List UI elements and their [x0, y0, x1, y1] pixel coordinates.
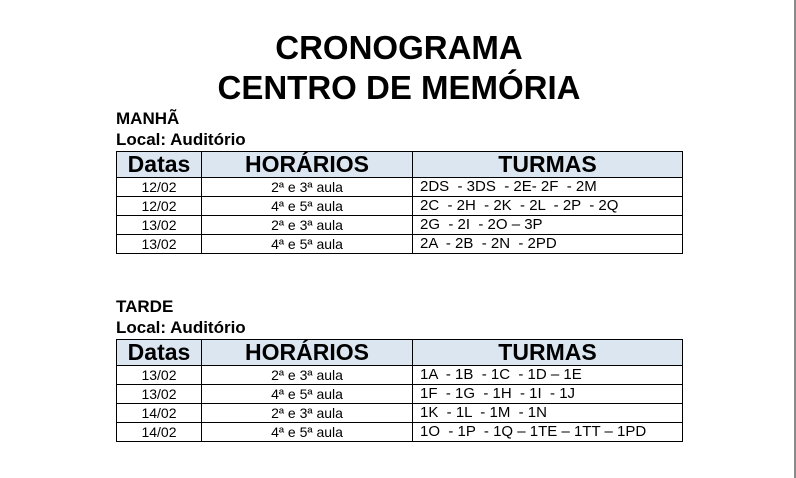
table-row — [117, 178, 683, 197]
table-row — [117, 197, 683, 216]
cell-data: 14/02 — [117, 404, 202, 423]
cell-data: 13/02 — [117, 235, 202, 254]
table-row — [117, 216, 683, 235]
cell-data: 13/02 — [117, 366, 202, 385]
cell-turmas: 2A - 2B - 2N - 2PD — [413, 235, 683, 254]
header-horarios: HORÁRIOS — [202, 152, 413, 178]
cell-horario: 2ª e 3ª aula — [202, 178, 413, 197]
cell-turmas: 1A - 1B - 1C - 1D – 1E — [413, 366, 683, 385]
header-datas: Datas — [117, 340, 202, 366]
cell-data: 12/02 — [117, 197, 202, 216]
manha-label: MANHÃ — [116, 109, 180, 128]
cell-turmas: 2G - 2I - 2O – 3P — [413, 216, 683, 235]
cell-data: 12/02 — [117, 178, 202, 197]
table-header-row — [117, 340, 683, 366]
cell-horario: 4ª e 5ª aula — [202, 385, 413, 404]
cell-horario: 2ª e 3ª aula — [202, 216, 413, 235]
cell-horario: 4ª e 5ª aula — [202, 197, 413, 216]
manha-table — [116, 151, 683, 254]
manha-local: Local: Auditório — [116, 130, 246, 149]
cell-horario: 2ª e 3ª aula — [202, 366, 413, 385]
header-turmas: TURMAS — [413, 152, 683, 178]
header-horarios: HORÁRIOS — [202, 340, 413, 366]
cell-data: 13/02 — [117, 216, 202, 235]
cell-data: 14/02 — [117, 423, 202, 442]
cell-horario: 4ª e 5ª aula — [202, 235, 413, 254]
cell-turmas: 2DS - 3DS - 2E- 2F - 2M — [413, 178, 683, 197]
cell-data: 13/02 — [117, 385, 202, 404]
cell-turmas: 1K - 1L - 1M - 1N — [413, 404, 683, 423]
table-row — [117, 235, 683, 254]
table-row — [117, 404, 683, 423]
cell-turmas: 1F - 1G - 1H - 1I - 1J — [413, 385, 683, 404]
table-row — [117, 385, 683, 404]
cell-horario: 4ª e 5ª aula — [202, 423, 413, 442]
title-line-2: CENTRO DE MEMÓRIA — [217, 69, 581, 106]
tarde-table — [116, 339, 683, 442]
tarde-label: TARDE — [116, 297, 174, 316]
header-datas: Datas — [117, 152, 202, 178]
cell-horario: 2ª e 3ª aula — [202, 404, 413, 423]
cell-turmas: 2C - 2H - 2K - 2L - 2P - 2Q — [413, 197, 683, 216]
header-turmas: TURMAS — [413, 340, 683, 366]
table-row — [117, 423, 683, 442]
table-header-row — [117, 152, 683, 178]
table-row — [117, 366, 683, 385]
tarde-local: Local: Auditório — [116, 318, 246, 337]
cell-turmas: 1O - 1P - 1Q – 1TE – 1TT – 1PD — [413, 423, 683, 442]
title-line-1: CRONOGRAMA — [275, 29, 523, 66]
